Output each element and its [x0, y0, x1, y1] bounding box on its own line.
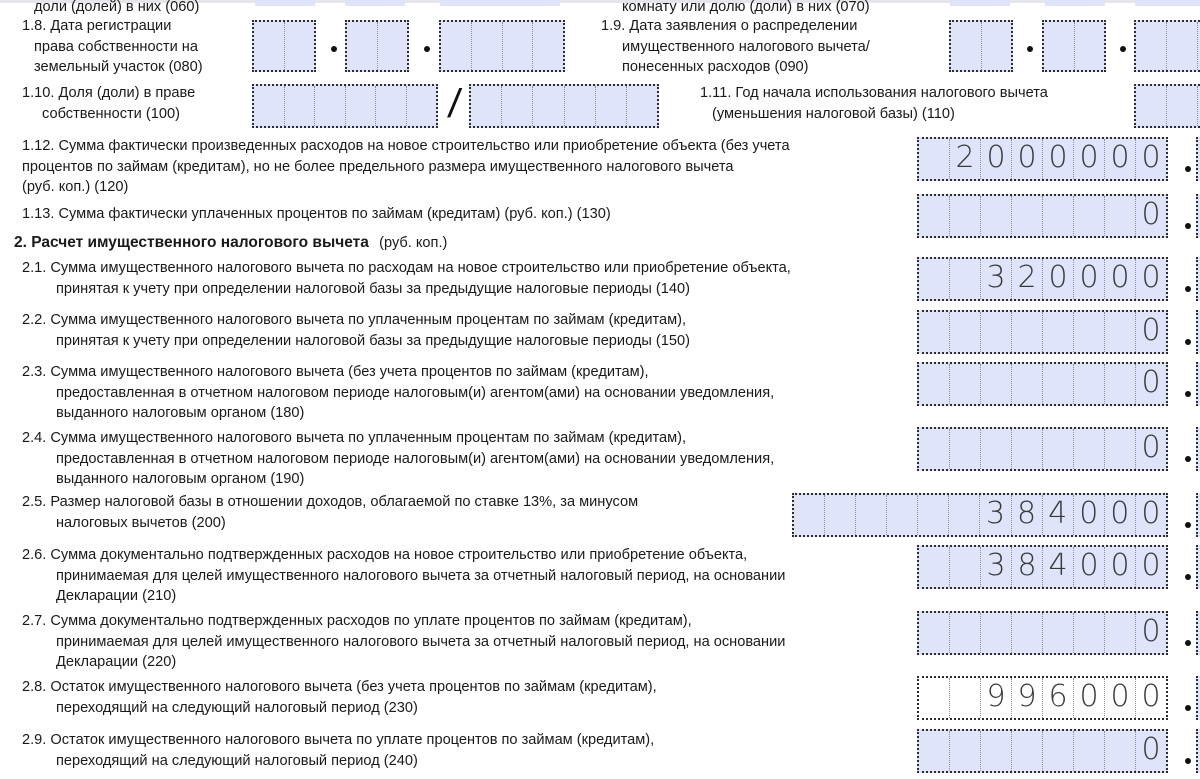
digit-cell: 2 [950, 139, 981, 179]
amount-kopecks-input[interactable] [1196, 611, 1200, 655]
label-220-line: принимаемая для целей имущественного налогового вычета за отчетный налоговый период, на основании [56, 633, 786, 650]
digit-cell [887, 495, 918, 535]
label-140-line: принятая к учету при определении налоговой базы за предыдущие налоговые периоды (140) [56, 280, 691, 297]
digit-cell: 2 [1012, 259, 1043, 299]
digit-cell: 3 [980, 495, 1011, 535]
digit-cell [1074, 731, 1105, 771]
label-080-line: права собственности на [34, 38, 198, 55]
digit-cell [919, 613, 950, 653]
digit-cell [1105, 196, 1136, 236]
digit-cell [918, 495, 949, 535]
label-230-line: 2.8. Остаток имущественного налогового вычета (без учета процентов по займам (кредитам), [22, 679, 657, 695]
digit-cell [919, 139, 950, 179]
digit-cell [1043, 196, 1074, 236]
digit-cell: 0 [1141, 140, 1161, 175]
digit-cell [1167, 86, 1198, 126]
label-180-line: предоставленная в отчетном налоговом периоде налоговым(и) агентом(ами) на основании уведомления, [56, 384, 775, 401]
digit-cell: 0 [1074, 259, 1105, 299]
digit-cell [919, 196, 950, 236]
label-150-line: принятая к учету при определении налоговой базы за предыдущие налоговые периоды (150) [56, 332, 691, 349]
digit-cell [1074, 196, 1105, 236]
date-080-year-input[interactable] [439, 20, 565, 72]
digit-cell [471, 86, 502, 126]
date-090-year-input[interactable] [1134, 20, 1200, 72]
label-120-line: процентов по займам (кредитам), но не более предельного размера имущественного налогового вычета [22, 158, 734, 175]
amount-box [917, 729, 1168, 773]
amount-box [917, 545, 1168, 589]
digit-cell [533, 86, 564, 126]
label-110-line: (уменьшения налоговой базы) (110) [712, 105, 955, 122]
digit-cell [1044, 22, 1075, 70]
digit-cell [1075, 22, 1105, 70]
section-2-heading [14, 233, 447, 253]
amount-box [792, 493, 1168, 537]
digit-cell: 0 [981, 139, 1012, 179]
label-220-line: 2.7. Сумма документально подтвержденных расходов по уплате процентов по займам (кредитам), [22, 613, 692, 629]
digit-cell [1043, 731, 1074, 771]
digit-cell: 0 [1105, 495, 1136, 535]
digit-cell [1012, 196, 1043, 236]
digit-cell [1074, 364, 1105, 404]
digit-cell [981, 196, 1012, 236]
digit-cell: 0 [1012, 139, 1043, 179]
digit-cell [919, 364, 950, 404]
label-110 [700, 83, 1048, 124]
amount-kopecks-input[interactable] [1196, 257, 1200, 301]
digit-cell [1105, 429, 1136, 469]
label-100-line: 1.10. Доля (доли) в праве [22, 85, 196, 101]
amount-box [917, 137, 1168, 181]
date-090-month-input[interactable] [1042, 20, 1106, 72]
digit-cell: 3 [981, 259, 1012, 299]
label-240 [22, 730, 654, 771]
date-separator-dot [424, 46, 430, 52]
digit-cell: 0 [1105, 678, 1136, 718]
digit-cell [950, 259, 981, 299]
digit-cell [346, 86, 377, 126]
digit-cell [919, 678, 950, 718]
digit-cell: 0 [1141, 313, 1161, 348]
decimal-separator-dot [1185, 339, 1191, 345]
digit-cell [1012, 429, 1043, 469]
digit-cell [1074, 429, 1105, 469]
digit-cell: 0 [1043, 139, 1074, 179]
label-090-line: 1.9. Дата заявления о распределении [601, 18, 858, 34]
label-150-line: 2.2. Сумма имущественного налогового вычета по уплаченным процентам по займам (кредитам), [22, 312, 687, 328]
label-210-line: принимаемая для целей имущественного налогового вычета за отчетный налоговый период, на основании [56, 567, 786, 584]
digit-cell [919, 429, 950, 469]
amount-kopecks-input[interactable] [1196, 194, 1200, 238]
label-090-line: имущественного налогового вычета/ [622, 38, 870, 55]
digit-cell [1167, 22, 1198, 70]
digit-cell [950, 547, 981, 587]
digit-cell [950, 312, 981, 352]
digit-cell [919, 731, 950, 771]
date-separator-dot [1027, 46, 1033, 52]
digit-cell [981, 364, 1012, 404]
section-2-unit: (руб. коп.) [379, 235, 448, 251]
digit-cell: 6 [1043, 678, 1074, 718]
decimal-separator-dot [1185, 166, 1191, 172]
label-210-line: 2.6. Сумма документально подтвержденных расходов на новое строительство или приобретение объекта, [22, 547, 748, 563]
label-190-line: 2.4. Сумма имущественного налогового вычета по уплаченным процентам по займам (кредитам), [22, 430, 687, 446]
field-060-part [440, 0, 560, 6]
digit-cell [856, 495, 887, 535]
digit-cell [441, 22, 472, 70]
digit-cell: 0 [1141, 679, 1161, 714]
label-100 [22, 83, 195, 124]
digit-cell [1105, 364, 1136, 404]
label-080 [22, 16, 203, 78]
date-separator-dot [1120, 46, 1126, 52]
digit-cell: 8 [1012, 495, 1043, 535]
label-080-line: земельный участок (080) [34, 59, 203, 75]
label-220 [22, 611, 785, 673]
amount-kopecks-input[interactable] [1196, 545, 1200, 589]
label-180-line: 2.3. Сумма имущественного налогового вычета (без учета процентов по займам (кредитам), [22, 364, 649, 380]
digit-cell: 0 [1105, 259, 1136, 299]
amount-box [917, 310, 1168, 354]
digit-cell: 0 [1141, 614, 1161, 649]
digit-cell [596, 86, 627, 126]
digit-cell [1043, 312, 1074, 352]
date-separator-dot [331, 46, 337, 52]
digit-cell [347, 22, 378, 70]
decimal-separator-dot [1185, 223, 1191, 229]
digit-cell [472, 22, 503, 70]
label-200-line: 2.5. Размер налоговой базы в отношении доходов, облагаемой по ставке 13%, за минусом [22, 494, 639, 510]
decimal-separator-dot [1185, 758, 1191, 764]
digit-cell [919, 259, 950, 299]
label-150 [22, 310, 690, 351]
label-210 [22, 545, 785, 607]
date-090-day-input[interactable] [949, 20, 1013, 72]
label-180-line: выданного налоговым органом (180) [56, 405, 305, 421]
digit-cell: 0 [1141, 548, 1161, 583]
decimal-separator-dot [1185, 705, 1191, 711]
amount-box [917, 611, 1168, 655]
digit-cell [254, 86, 285, 126]
digit-cell [1136, 86, 1167, 126]
digit-cell [1074, 312, 1105, 352]
digit-cell [981, 312, 1012, 352]
field-070-part [950, 0, 1010, 6]
field-070-part [1045, 0, 1105, 6]
digit-cell: 4 [1043, 495, 1074, 535]
digit-cell [1043, 429, 1074, 469]
digit-cell [950, 613, 981, 653]
amount-kopecks-input[interactable] [1196, 676, 1200, 720]
label-070-tail: комнату или долю (доли) в них (070) [622, 0, 870, 15]
digit-cell: 0 [1074, 139, 1105, 179]
digit-cell: 0 [1105, 139, 1136, 179]
digit-cell: 0 [1141, 732, 1161, 767]
label-190-line: предоставленная в отчетном налоговом периоде налоговым(и) агентом(ами) на основании уведомления, [56, 450, 775, 467]
share-100-numerator-input[interactable] [252, 84, 438, 128]
label-100-line: собственности (100) [42, 105, 180, 122]
label-120-line: (руб. коп.) (120) [22, 179, 129, 195]
label-230 [22, 677, 657, 718]
digit-cell [627, 86, 657, 126]
amount-kopecks-input[interactable] [1196, 310, 1200, 354]
amount-box [917, 362, 1168, 406]
label-120 [22, 136, 790, 198]
digit-cell: 0 [1141, 430, 1161, 465]
date-080-day-input[interactable] [252, 20, 316, 72]
digit-cell [407, 86, 437, 126]
field-060-part [255, 0, 315, 6]
digit-cell [825, 495, 856, 535]
amount-kopecks-input[interactable] [1196, 493, 1200, 537]
digit-cell: 4 [1043, 547, 1074, 587]
amount-kopecks-input[interactable] [1196, 362, 1200, 406]
label-200 [22, 492, 638, 533]
digit-cell [1012, 613, 1043, 653]
digit-cell: 0 [1141, 496, 1161, 531]
label-060-tail: доли (долей) в них (060) [34, 0, 200, 15]
digit-cell [1105, 613, 1136, 653]
digit-cell [285, 22, 315, 70]
share-100-denominator-input[interactable] [469, 84, 659, 128]
share-slash-icon: / [445, 82, 464, 126]
label-130: 1.13. Сумма фактически уплаченных процентов по займам (кредитам) (руб. коп.) (130) [22, 206, 611, 222]
digit-cell: 9 [981, 678, 1012, 718]
digit-cell [315, 86, 346, 126]
amount-kopecks-input[interactable] [1196, 729, 1200, 773]
digit-cell: 0 [1141, 197, 1161, 232]
decimal-separator-dot [1185, 456, 1191, 462]
amount-box [917, 257, 1168, 301]
digit-cell [565, 86, 596, 126]
field-060-part [345, 0, 405, 6]
digit-cell [950, 429, 981, 469]
digit-cell [950, 196, 981, 236]
amount-kopecks-input[interactable] [1196, 137, 1200, 181]
label-230-line: переходящий на следующий налоговый период (230) [56, 699, 418, 716]
decimal-separator-dot [1185, 391, 1191, 397]
digit-cell: 0 [1105, 547, 1136, 587]
date-080-month-input[interactable] [345, 20, 409, 72]
digit-cell [1012, 731, 1043, 771]
amount-kopecks-input[interactable] [1196, 427, 1200, 471]
digit-cell [949, 495, 980, 535]
label-140 [22, 258, 791, 299]
amount-box [917, 194, 1168, 238]
field-070-part [1135, 0, 1200, 6]
digit-cell [981, 429, 1012, 469]
digit-cell: 0 [1074, 678, 1105, 718]
digit-cell [919, 312, 950, 352]
digit-cell [1043, 613, 1074, 653]
digit-cell: 0 [1141, 365, 1161, 400]
digit-cell [950, 678, 981, 718]
digit-cell [285, 86, 316, 126]
digit-cell [1136, 22, 1167, 70]
digit-cell [533, 22, 563, 70]
digit-cell: 0 [1074, 547, 1105, 587]
digit-cell [376, 86, 407, 126]
digit-cell [378, 22, 408, 70]
digit-cell [503, 22, 534, 70]
label-140-line: 2.1. Сумма имущественного налогового вычета по расходам на новое строительство или приобретение объекта, [22, 260, 791, 276]
label-120-line: 1.12. Сумма фактически произведенных расходов на новое строительство или приобретение объекта (без учета [22, 138, 790, 154]
digit-cell [951, 22, 982, 70]
label-090-line: понесенных расходов (090) [622, 59, 809, 75]
digit-cell [1074, 613, 1105, 653]
digit-cell [794, 495, 825, 535]
label-180 [22, 362, 774, 424]
label-220-line: Декларации (220) [56, 654, 177, 670]
digit-cell: 3 [981, 547, 1012, 587]
digit-cell [950, 731, 981, 771]
digit-cell [1012, 312, 1043, 352]
digit-cell [950, 364, 981, 404]
decimal-separator-dot [1185, 286, 1191, 292]
decimal-separator-dot [1185, 640, 1191, 646]
decimal-separator-dot [1185, 522, 1191, 528]
digit-cell [1012, 364, 1043, 404]
label-190 [22, 428, 774, 490]
digit-cell [254, 22, 285, 70]
digit-cell: 9 [1012, 678, 1043, 718]
digit-cell [919, 547, 950, 587]
decimal-separator-dot [1185, 574, 1191, 580]
label-110-line: 1.11. Год начала использования налогового вычета [700, 85, 1048, 101]
year-110-input[interactable] [1134, 84, 1200, 128]
amount-box [917, 676, 1168, 720]
digit-cell [981, 731, 1012, 771]
digit-cell: 0 [1141, 260, 1161, 295]
digit-cell: 8 [1012, 547, 1043, 587]
digit-cell [1043, 364, 1074, 404]
digit-cell: 0 [1074, 495, 1105, 535]
label-080-line: 1.8. Дата регистрации [22, 18, 172, 34]
digit-cell: 0 [1043, 259, 1074, 299]
digit-cell [981, 613, 1012, 653]
label-200-line: налоговых вычетов (200) [56, 514, 226, 531]
digit-cell [1105, 312, 1136, 352]
label-190-line: выданного налоговым органом (190) [56, 471, 305, 487]
section-2-title: 2. Расчет имущественного налогового вычета [14, 234, 369, 251]
digit-cell [1105, 731, 1136, 771]
label-210-line: Декларации (210) [56, 588, 177, 604]
label-240-line: переходящий на следующий налоговый период (240) [56, 752, 418, 769]
digit-cell [982, 22, 1012, 70]
amount-box [917, 427, 1168, 471]
digit-cell [502, 86, 533, 126]
label-240-line: 2.9. Остаток имущественного налогового вычета по уплате процентов по займам (кредитам), [22, 732, 655, 748]
label-090 [601, 16, 870, 78]
